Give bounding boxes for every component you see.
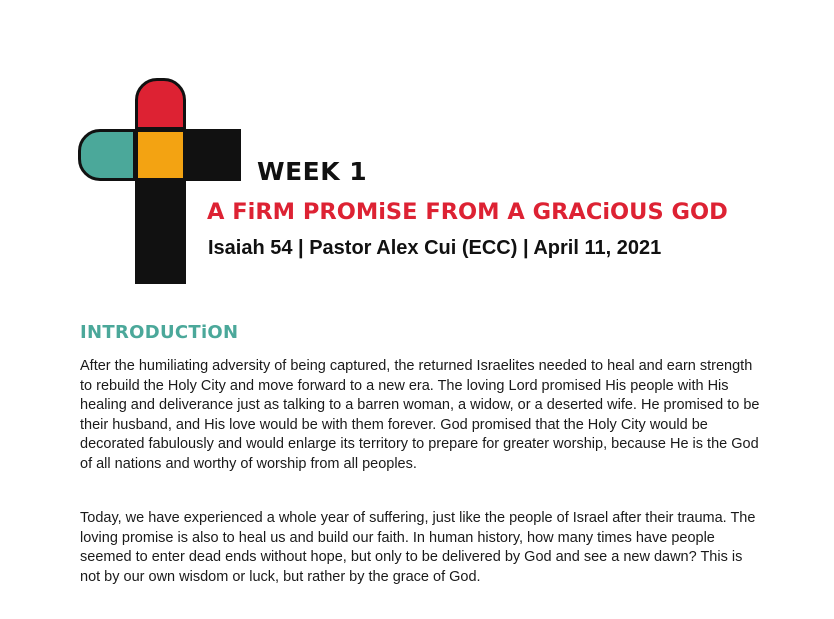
introduction-heading: INTRODUCTiON bbox=[80, 322, 239, 343]
week-label: WEEK 1 bbox=[257, 157, 368, 186]
sermon-subtitle: Isaiah 54 | Pastor Alex Cui (ECC) | April 11, 2021 bbox=[208, 237, 662, 259]
cross-logo-right-block bbox=[185, 129, 241, 181]
sermon-title: A FiRM PROMiSE FROM A GRACiOUS GOD bbox=[207, 199, 728, 225]
cross-logo-left-block bbox=[78, 129, 136, 181]
cross-logo-center-block bbox=[135, 129, 186, 181]
cross-logo-bottom-block bbox=[135, 180, 186, 284]
introduction-paragraph-2: Today, we have experienced a whole year of suffering, just like the people of Israel after their trauma. The loving promise is also to heal us and build our faith. In human history, how many times have people seemed to enter dead ends without hope, but only to be delivered by God and see a new dawn? This is not by our own wisdom or luck, but rather by the grace of God. bbox=[80, 510, 756, 585]
introduction-paragraph-1: After the humiliating adversity of being captured, the returned Israelites needed to heal and earn strength to rebuild the Holy City and move forward to a new era. The loving Lord promised His people with His healing and deliverance just as talking to a barren woman, a widow, or a deserted wife. He promised to be their husband, and His love would be with them forever. God promised that the Holy City would be decorated fabulously and would enlarge its territory to prepare for greater worship, because He is the God of all nations and worthy of worship from all peoples. bbox=[80, 358, 760, 472]
cross-logo-top-block bbox=[135, 78, 186, 130]
